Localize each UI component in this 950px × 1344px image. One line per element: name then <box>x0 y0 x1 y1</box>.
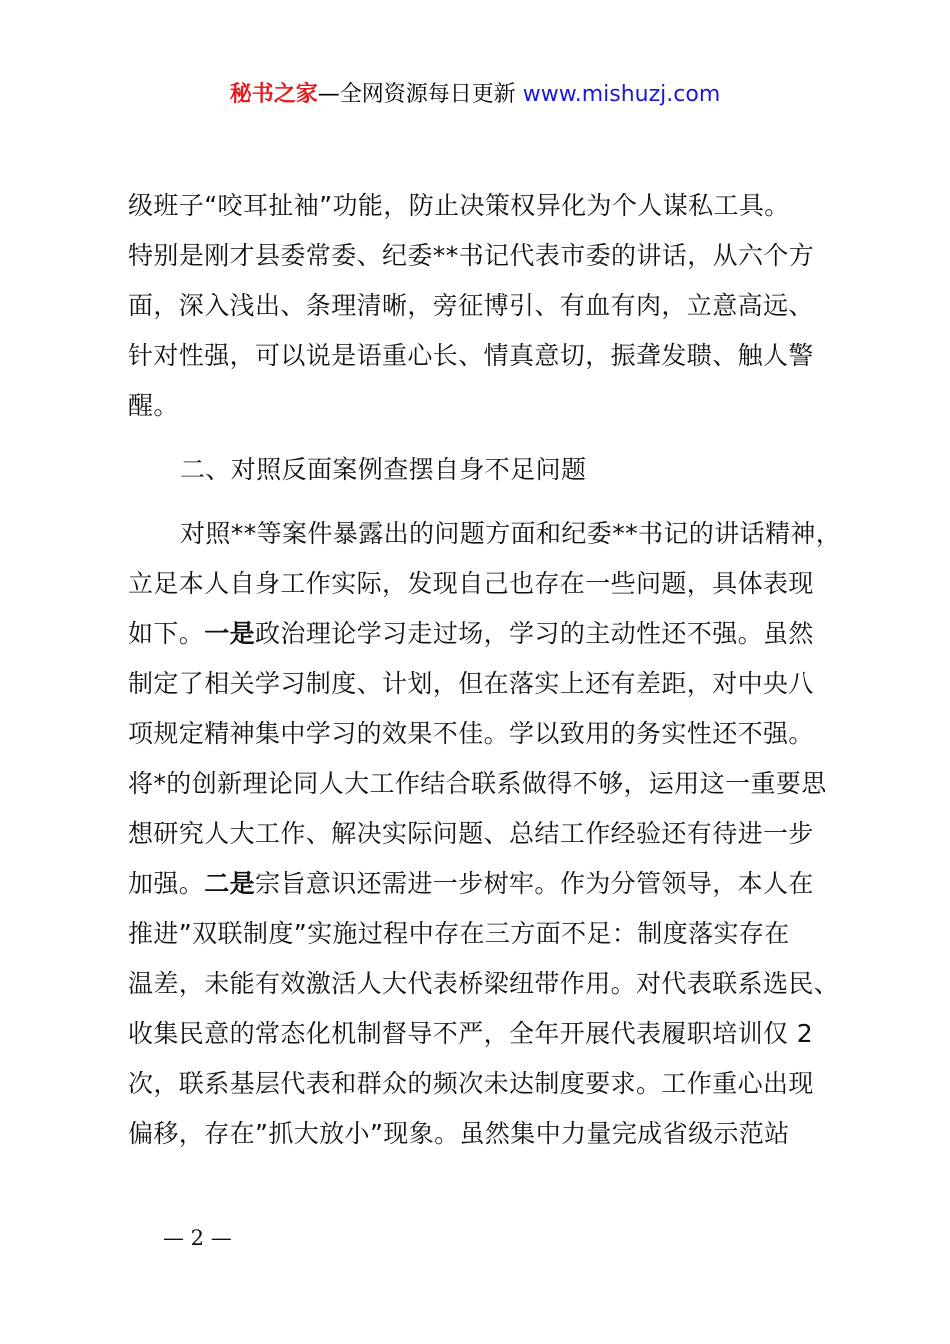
header-url-link[interactable]: www.mishuzj.com <box>522 82 721 107</box>
text-line: 立足本人自身工作实际，发现自己也存在一些问题，具体表现 <box>128 569 814 598</box>
page-number: — 2 — <box>163 1226 232 1250</box>
section-heading: 二、对照反面案例查摆自身不足问题 <box>180 455 587 484</box>
text-run: 加强。 <box>128 869 205 898</box>
text-run: 政治理论学习走过场，学习的主动性还不强。虽然 <box>255 619 814 648</box>
text-line: 级班子“咬耳扯袖”功能，防止决策权异化为个人谋私工具。 <box>128 191 790 220</box>
point-marker-2: 二是 <box>204 869 256 898</box>
text-line <box>128 609 828 659</box>
text-line: 面，深入浅出、条理清晰，旁征博引、有血有肉，立意高远、 <box>128 291 814 320</box>
header-brand: 秘书之家 <box>229 82 318 107</box>
text-line: 温差，未能有效激活人大代表桥梁纽带作用。对代表联系选民、 <box>128 969 840 998</box>
header-slogan: —全网资源每日更新 <box>317 82 523 107</box>
text-run: 宗旨意识还需进一步树牢。作为分管领导，本人在 <box>255 869 814 898</box>
text-line: 针对性强，可以说是语重心长、情真意切，振聋发聩、触人警 <box>128 341 814 370</box>
text-line: 对照**等案件暴露出的问题方面和纪委**书记的讲话精神， <box>180 519 842 548</box>
paragraph-1 <box>128 181 828 431</box>
text-line <box>128 859 828 909</box>
text-line: 制定了相关学习制度、计划，但在落实上还有差距，对中央八 <box>128 669 814 698</box>
text-line: 特别是刚才县委常委、纪委**书记代表市委的讲话，从六个方 <box>128 241 815 270</box>
text-line: 收集民意的常态化机制督导不严，全年开展代表履职培训仅 2 <box>128 1019 814 1048</box>
text-line: 将*的创新理论同人大工作结合联系做得不够，运用这一重要思 <box>128 769 827 798</box>
text-line: 醒。 <box>128 391 179 420</box>
point-marker-1: 一是 <box>204 619 256 648</box>
site-header <box>0 80 950 110</box>
text-line: 想研究人大工作、解决实际问题、总结工作经验还有待进一步 <box>128 819 814 848</box>
text-line: 项规定精神集中学习的效果不佳。学以致用的务实性还不强。 <box>128 719 814 748</box>
text-run: 如下。 <box>128 619 205 648</box>
text-line: 推进”双联制度”实施过程中存在三方面不足：制度落实存在 <box>128 919 790 948</box>
paragraph-2 <box>128 509 842 1159</box>
document-body <box>128 181 842 1159</box>
text-line: 次，联系基层代表和群众的频次未达制度要求。工作重心出现 <box>128 1069 814 1098</box>
text-line: 偏移，存在”抓大放小”现象。虽然集中力量完成省级示范站 <box>128 1119 790 1148</box>
